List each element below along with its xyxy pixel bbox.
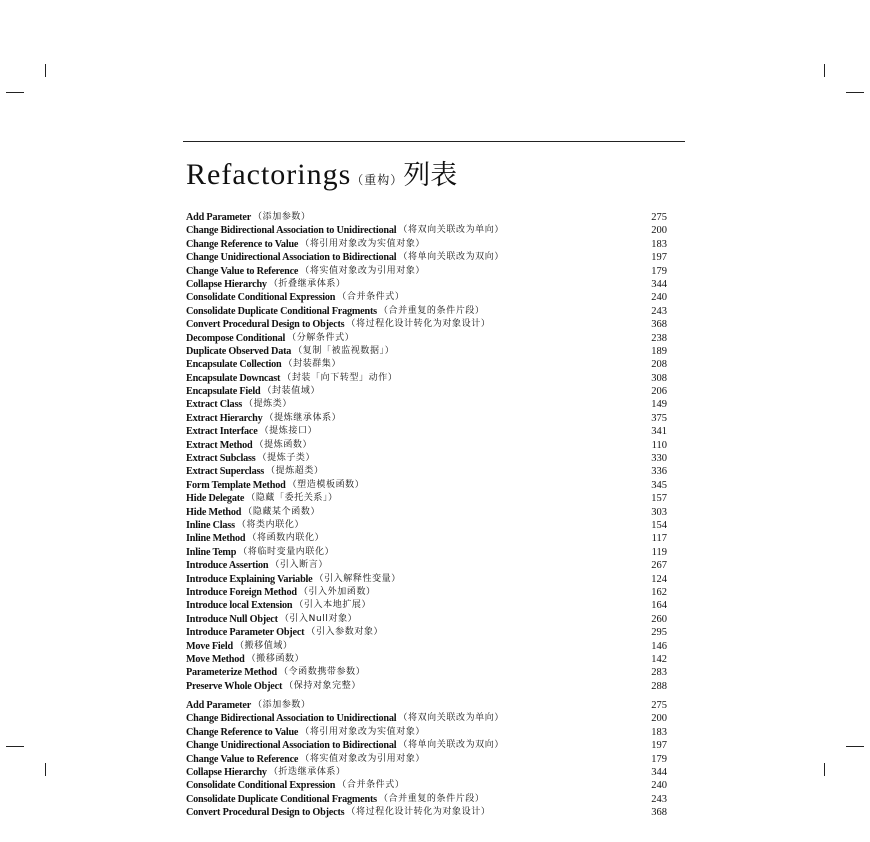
page-number: 183 xyxy=(651,238,667,250)
page-number: 275 xyxy=(651,700,667,711)
page-number: 275 xyxy=(651,212,667,223)
list-item xyxy=(186,211,667,224)
refactoring-name: Duplicate Observed Data xyxy=(186,345,292,357)
refactoring-name: Change Unidirectional Association to Bidirectional xyxy=(186,252,397,264)
refactoring-name: Introduce Assertion xyxy=(186,560,269,572)
refactoring-name: Convert Procedural Design to Objects xyxy=(186,807,345,819)
crop-mark-top-left xyxy=(6,92,24,93)
list-item xyxy=(186,278,667,291)
list-item xyxy=(186,332,667,345)
list-item xyxy=(186,640,667,653)
refactoring-chinese-name: （添加参数） xyxy=(253,212,311,222)
list-item xyxy=(186,666,667,679)
refactoring-name: Change Value to Reference xyxy=(186,265,299,277)
page-number: 200 xyxy=(651,225,667,237)
page-number: 345 xyxy=(651,479,667,491)
refactoring-chinese-name: （折迭继承体系） xyxy=(268,766,346,777)
refactoring-name: Collapse Hierarchy xyxy=(186,278,267,290)
refactoring-name: Add Parameter xyxy=(186,700,252,711)
refactoring-chinese-name: （合并重复的条件片段） xyxy=(378,793,485,804)
page-number: 197 xyxy=(651,740,667,752)
refactoring-name: Consolidate Duplicate Conditional Fragments xyxy=(186,793,377,805)
refactoring-name: Introduce Null Object xyxy=(186,613,278,625)
refactoring-name: Consolidate Conditional Expression xyxy=(186,780,336,792)
crop-mark-top-left-vertical xyxy=(45,64,46,77)
crop-mark-bottom-left xyxy=(6,746,24,747)
page-number: 154 xyxy=(651,519,667,531)
refactoring-chinese-name: （封装「向下转型」动作） xyxy=(282,372,398,383)
page-number: 164 xyxy=(651,600,667,612)
refactoring-chinese-name: （提炼超类） xyxy=(266,466,324,477)
refactoring-chinese-name: （将过程化设计转化为对象设计） xyxy=(346,807,491,818)
refactoring-chinese-name: （合并条件式） xyxy=(337,780,405,791)
refactoring-chinese-name: （引入本地扩展） xyxy=(294,600,372,611)
list-item xyxy=(186,224,667,237)
page-number: 240 xyxy=(651,292,667,304)
list-item xyxy=(186,412,667,425)
refactoring-name: Consolidate Duplicate Conditional Fragments xyxy=(186,305,377,317)
refactoring-chinese-name: （将实值对象改为引用对象） xyxy=(300,265,426,276)
list-item xyxy=(186,546,667,559)
list-item xyxy=(186,726,667,739)
refactoring-chinese-name: （合并条件式） xyxy=(337,292,405,303)
list-item xyxy=(186,793,667,806)
list-item xyxy=(186,519,667,532)
refactoring-name: Extract Subclass xyxy=(186,453,256,465)
crop-mark-top-right xyxy=(846,92,864,93)
refactoring-chinese-name: （分解条件式） xyxy=(287,332,355,343)
refactoring-chinese-name: （引入解释性变量） xyxy=(314,573,401,584)
page-title-paren: （重构） xyxy=(351,173,404,187)
refactoring-chinese-name: （封装群集） xyxy=(283,359,342,370)
list-item xyxy=(186,305,667,318)
page-number: 243 xyxy=(651,305,667,317)
refactoring-name: Encapsulate Downcast xyxy=(186,372,281,384)
list-item xyxy=(186,573,667,586)
refactoring-chinese-name: （提炼接口） xyxy=(259,426,318,437)
refactoring-chinese-name: （封装值域） xyxy=(262,386,321,397)
refactoring-chinese-name: （保持对象完整） xyxy=(284,680,361,691)
refactoring-name: Parameterize Method xyxy=(186,667,277,679)
refactoring-name: Change Bidirectional Association to Unidirectional xyxy=(186,713,397,725)
refactoring-name: Encapsulate Field xyxy=(186,386,261,398)
refactoring-chinese-name: （复制「被监视数据」） xyxy=(293,345,395,356)
page-number: 179 xyxy=(651,753,667,765)
page-number: 189 xyxy=(651,345,667,357)
page-title-english: Refactorings xyxy=(186,158,352,191)
refactoring-chinese-name: （将临时变量内联化） xyxy=(238,546,335,557)
refactoring-chinese-name: （将单向关联改为双向） xyxy=(398,740,504,751)
list-item xyxy=(186,753,667,766)
refactoring-name: Preserve Whole Object xyxy=(186,680,283,692)
page-number: 200 xyxy=(651,713,667,725)
page-number: 336 xyxy=(651,466,667,478)
refactoring-name: Decompose Conditional xyxy=(186,332,286,344)
page-number: 206 xyxy=(651,386,667,398)
page-number: 119 xyxy=(651,546,667,558)
page-number: 308 xyxy=(651,372,667,384)
refactoring-chinese-name: （塑造模板函数） xyxy=(287,479,365,490)
refactoring-name: Extract Hierarchy xyxy=(186,412,263,424)
refactoring-chinese-name: （引入参数对象） xyxy=(306,627,384,638)
refactoring-name: Introduce local Extension xyxy=(186,600,293,612)
refactoring-name: Form Template Method xyxy=(186,479,286,491)
page-number: 330 xyxy=(651,453,667,465)
page-number: 157 xyxy=(651,493,667,505)
refactoring-chinese-name: （合并重复的条件片段） xyxy=(378,305,485,316)
refactoring-chinese-name: （将引用对象改为实值对象） xyxy=(300,238,426,249)
page-number: 110 xyxy=(651,439,667,451)
list-item xyxy=(186,385,667,398)
list-item xyxy=(186,806,667,819)
page-number: 146 xyxy=(651,640,667,652)
refactoring-name: Extract Class xyxy=(186,399,242,411)
page-number: 197 xyxy=(651,252,667,264)
refactoring-name: Hide Delegate xyxy=(186,493,245,505)
page-number: 162 xyxy=(651,586,667,598)
page-number: 208 xyxy=(651,359,667,371)
list-item xyxy=(186,398,667,411)
page-number: 368 xyxy=(651,319,667,331)
list-item xyxy=(186,479,667,492)
refactoring-list-repeat xyxy=(186,699,667,820)
list-item xyxy=(186,318,667,331)
page-number: 375 xyxy=(651,412,667,424)
refactoring-list xyxy=(186,211,667,693)
refactoring-name: Move Field xyxy=(186,640,233,652)
page-number: 240 xyxy=(651,780,667,792)
list-item xyxy=(186,439,667,452)
list-item xyxy=(186,251,667,264)
page-title xyxy=(186,160,457,190)
list-item xyxy=(186,452,667,465)
list-item xyxy=(186,712,667,725)
list-item xyxy=(186,532,667,545)
refactoring-name: Extract Method xyxy=(186,439,253,451)
page-number: 267 xyxy=(651,560,667,572)
refactoring-name: Introduce Foreign Method xyxy=(186,586,297,598)
page-number: 288 xyxy=(651,680,667,692)
refactoring-chinese-name: （折叠继承体系） xyxy=(268,278,346,289)
page-number: 341 xyxy=(651,426,667,438)
refactoring-chinese-name: （将实值对象改为引用对象） xyxy=(300,753,426,764)
page-title-chinese: 列表 xyxy=(403,160,458,191)
refactoring-chinese-name: （令函数携带参数） xyxy=(278,667,366,678)
page-number: 368 xyxy=(651,807,667,819)
page-number: 179 xyxy=(651,265,667,277)
crop-mark-bottom-right-vertical xyxy=(824,763,825,776)
page-number: 142 xyxy=(651,653,667,665)
header-rule xyxy=(183,141,685,142)
refactoring-name: Change Reference to Value xyxy=(186,726,299,738)
refactoring-chinese-name: （将引用对象改为实值对象） xyxy=(300,726,426,737)
refactoring-chinese-name: （提炼继承体系） xyxy=(264,412,342,423)
list-item xyxy=(186,492,667,505)
refactoring-name: Introduce Parameter Object xyxy=(186,627,305,639)
page-number: 183 xyxy=(651,726,667,738)
list-item xyxy=(186,506,667,519)
refactoring-name: Change Bidirectional Association to Unidirectional xyxy=(186,225,397,237)
page-number: 344 xyxy=(651,278,667,290)
page-number: 117 xyxy=(651,533,667,545)
crop-mark-top-right-vertical xyxy=(824,64,825,77)
list-item xyxy=(186,465,667,478)
refactoring-name: Change Reference to Value xyxy=(186,238,299,250)
refactoring-chinese-name: （添加参数） xyxy=(253,700,311,710)
page-number: 243 xyxy=(651,793,667,805)
list-item xyxy=(186,653,667,666)
list-item xyxy=(186,425,667,438)
list-item xyxy=(186,265,667,278)
list-item xyxy=(186,599,667,612)
refactoring-name: Add Parameter xyxy=(186,212,252,223)
refactoring-chinese-name: （搬移函数） xyxy=(246,653,305,664)
crop-mark-bottom-right xyxy=(846,746,864,747)
refactoring-name: Extract Superclass xyxy=(186,466,264,478)
list-item xyxy=(186,699,667,712)
refactoring-name: Inline Temp xyxy=(186,546,237,558)
refactoring-chinese-name: （将函数内联化） xyxy=(247,533,325,544)
refactoring-chinese-name: （隐藏某个函数） xyxy=(243,506,321,517)
list-item xyxy=(186,779,667,792)
refactoring-name: Convert Procedural Design to Objects xyxy=(186,319,345,331)
refactoring-name: Consolidate Conditional Expression xyxy=(186,292,336,304)
refactoring-name: Change Unidirectional Association to Bidirectional xyxy=(186,740,397,752)
refactoring-chinese-name: （提炼函数） xyxy=(254,439,313,450)
list-item xyxy=(186,238,667,251)
refactoring-chinese-name: （将类内联化） xyxy=(236,519,305,530)
list-item xyxy=(186,613,667,626)
refactoring-chinese-name: （搬移值域） xyxy=(234,640,293,651)
refactoring-chinese-name: （提炼子类） xyxy=(257,453,316,464)
refactoring-chinese-name: （将双向关联改为单向） xyxy=(398,713,504,724)
page-number: 260 xyxy=(651,613,667,625)
refactoring-chinese-name: （将单向关联改为双向） xyxy=(398,252,504,263)
list-item xyxy=(186,680,667,693)
refactoring-chinese-name: （引入Null对象） xyxy=(279,613,358,624)
page-number: 283 xyxy=(651,667,667,679)
refactoring-name: Collapse Hierarchy xyxy=(186,766,267,778)
refactoring-name: Inline Method xyxy=(186,533,246,545)
list-item xyxy=(186,626,667,639)
page-number: 303 xyxy=(651,506,667,518)
list-item xyxy=(186,345,667,358)
list-item xyxy=(186,766,667,779)
refactoring-name: Encapsulate Collection xyxy=(186,359,282,371)
list-item xyxy=(186,559,667,572)
refactoring-chinese-name: （提炼类） xyxy=(243,399,292,410)
page-number: 344 xyxy=(651,766,667,778)
page-number: 295 xyxy=(651,627,667,639)
refactoring-name: Introduce Explaining Variable xyxy=(186,573,313,585)
refactoring-name: Hide Method xyxy=(186,506,242,518)
refactoring-name: Extract Interface xyxy=(186,426,258,438)
list-item xyxy=(186,358,667,371)
crop-mark-bottom-left-vertical xyxy=(45,763,46,776)
page-number: 124 xyxy=(651,573,667,585)
refactoring-chinese-name: （隐藏「委托关系」） xyxy=(246,493,338,504)
refactoring-name: Inline Class xyxy=(186,519,235,531)
list-item xyxy=(186,291,667,304)
list-item xyxy=(186,372,667,385)
refactoring-chinese-name: （引入断言） xyxy=(270,560,328,571)
refactoring-name: Move Method xyxy=(186,653,245,665)
list-item xyxy=(186,739,667,752)
page-number: 238 xyxy=(651,332,667,344)
refactoring-chinese-name: （将过程化设计转化为对象设计） xyxy=(346,319,491,330)
list-item xyxy=(186,586,667,599)
refactoring-name: Change Value to Reference xyxy=(186,753,299,765)
refactoring-chinese-name: （引入外加函数） xyxy=(298,586,376,597)
page-number: 149 xyxy=(651,399,667,411)
refactoring-chinese-name: （将双向关联改为单向） xyxy=(398,225,504,236)
